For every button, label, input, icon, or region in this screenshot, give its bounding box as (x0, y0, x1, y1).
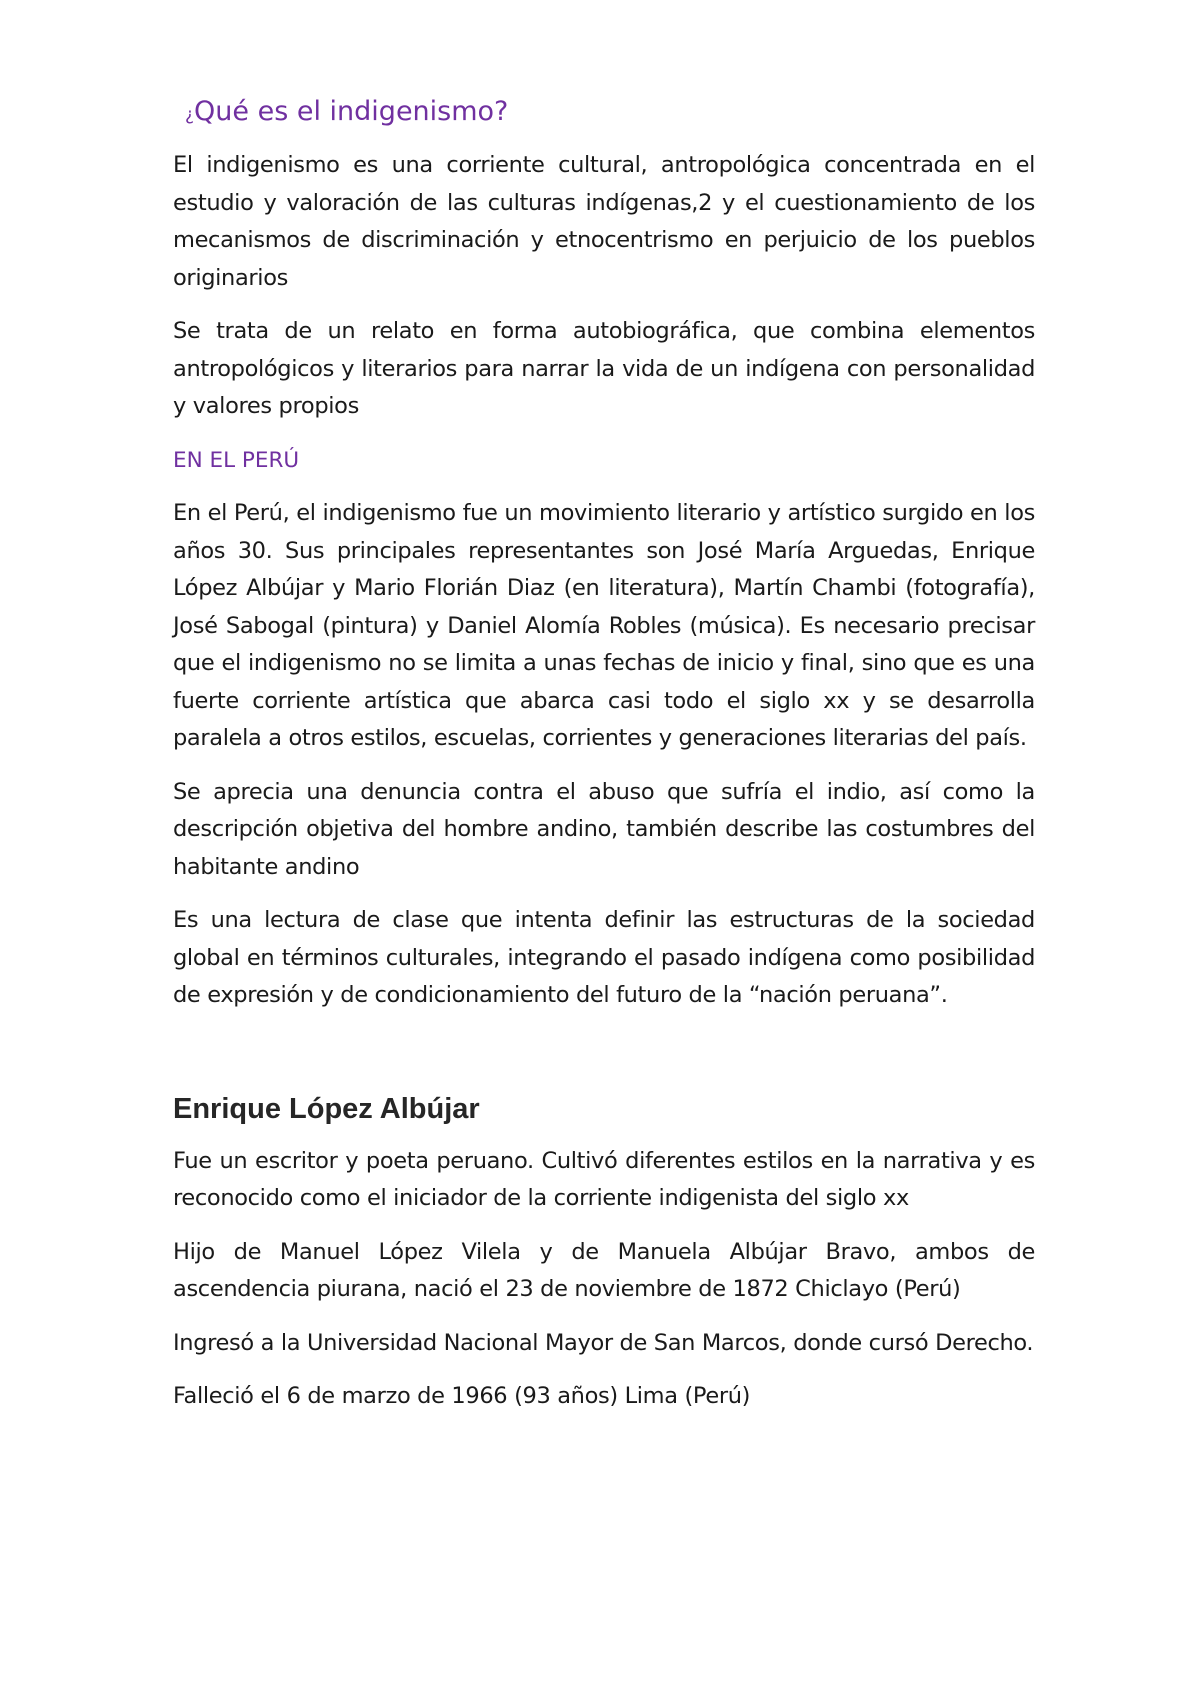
document-title (185, 90, 1035, 137)
paragraph-definition: El indigenismo es una corriente cultural, antropológica concentrada en el estudio y valoración de las culturas indígenas,2 y el cuestionamiento de los mecanismos de discriminación y etnocentrismo en perjuicio de los pueblos originarios (173, 152, 1035, 291)
paragraph-author-family: Hijo de Manuel López Vilela y de Manuela Albújar Bravo, ambos de ascendencia piurana, nació el 23 de noviembre de 1872 Chiclayo (Perú) (173, 1238, 1035, 1302)
paragraph-denuncia: Se aprecia una denuncia contra el abuso que sufría el indio, así como la descripción objetiva del hombre andino, también describe las costumbres del habitante andino (173, 778, 1035, 880)
heading-author: Enrique López Albújar (173, 1092, 480, 1125)
paragraph-author-death: Falleció el 6 de marzo de 1966 (93 años) Lima (Perú) (173, 1383, 751, 1409)
paragraph-author-intro: Fue un escritor y poeta peruano. Cultivó diferentes estilos en la narrativa y es reconocido como el iniciador de la corriente indigenista del siglo xx (173, 1147, 1035, 1211)
title-text: Qué es el indigenismo? (194, 96, 509, 127)
paragraph-author-university: Ingresó a la Universidad Nacional Mayor de San Marcos, donde cursó Derecho. (173, 1329, 1034, 1356)
title-prefix: ¿ (185, 105, 195, 125)
paragraph-lectura: Es una lectura de clase que intenta definir las estructuras de la sociedad global en términos culturales, integrando el pasado indígena como posibilidad de expresión y de condicionamiento del futuro de la “nación peruana”. (173, 907, 1035, 1008)
document-body (173, 90, 1035, 1432)
subheading-peru: EN EL PERÚ (173, 447, 300, 473)
paragraph-relato: Se trata de un relato en forma autobiográfica, que combina elementos antropológicos y literarios para narrar la vida de un indígena con personalidad y valores propios (173, 318, 1035, 419)
paragraph-peru-movement: En el Perú, el indigenismo fue un movimiento literario y artístico surgido en los años 30. Sus principales representantes son José María Arguedas, Enrique López Albújar y Mario Florián Diaz (en literatura), Martín Chambi (fotografía), José Sabogal (pintura) y Daniel Alomía Robles (música). Es necesario precisar que el indigenismo no se limita a unas fechas de inicio y final, sino que es una fuerte corriente artística que abarca casi todo el siglo xx y se desarrolla paralela a otros estilos, escuelas, corrientes y generaciones literarias del país. (173, 500, 1035, 751)
